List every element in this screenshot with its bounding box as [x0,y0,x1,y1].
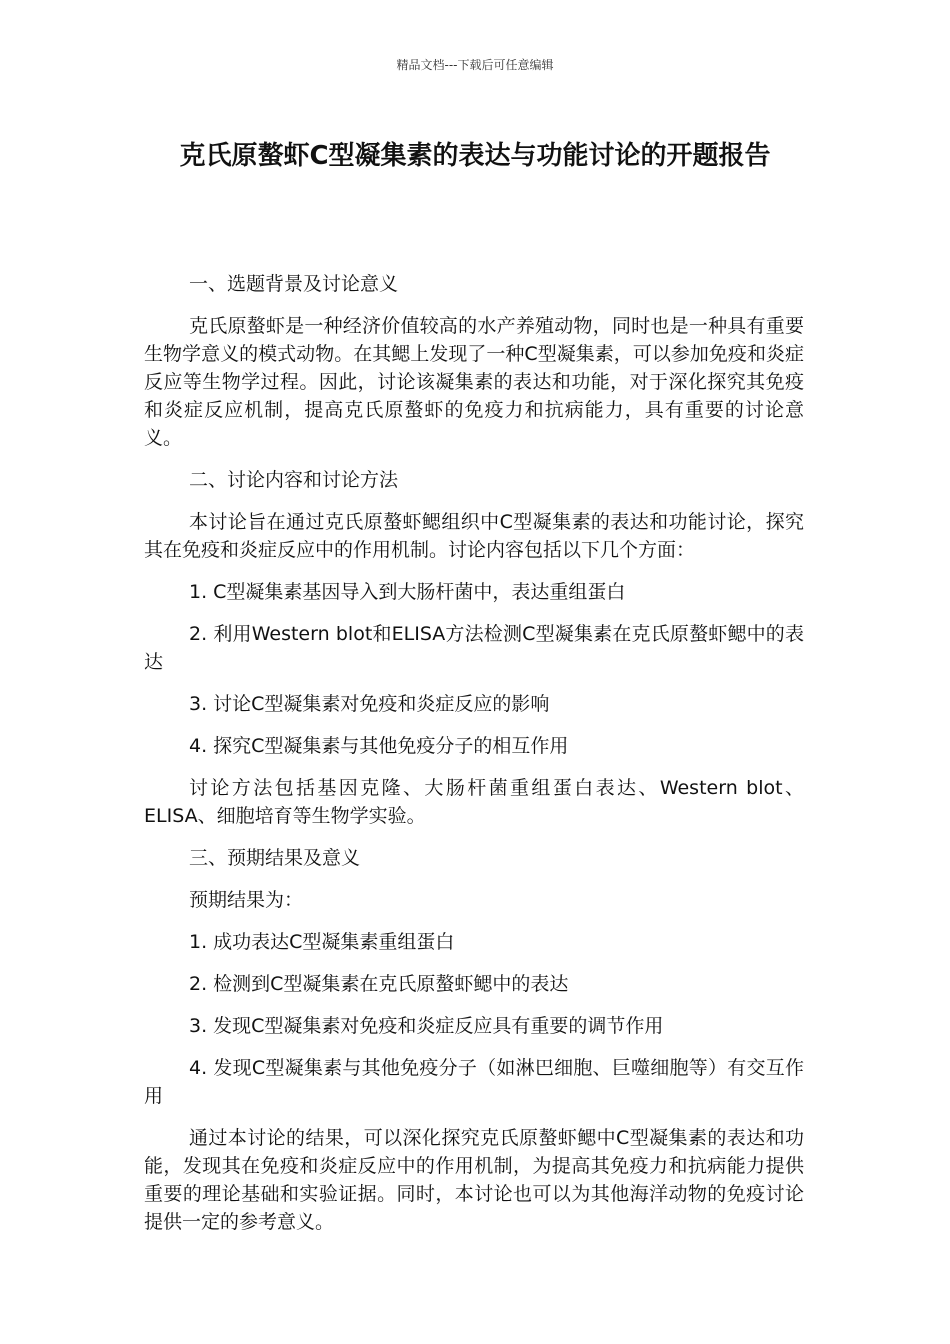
list-item-result-1: 1. 成功表达C型凝集素重组蛋白 [189,931,455,953]
list-item-content-1: 1. C型凝集素基因导入到大肠杆菌中，表达重组蛋白 [189,581,626,603]
list-item-content-3: 3. 讨论C型凝集素对免疫和炎症反应的影响 [189,693,550,715]
section-heading-background: 一、选题背景及讨论意义 [189,273,399,295]
header-note: 精品文档---下载后可任意编辑 [396,58,554,72]
paragraph-background: 克氏原螯虾是一种经济价值较高的水产养殖动物，同时也是一种具有重要生物学意义的模式动物。在其鳃上发现了一种C型凝集素，可以参加免疫和炎症反应等生物学过程。因此，讨论该凝集素的表达和功能，对于深化探究其免疫和炎症反应机制，提高克氏原螯虾的免疫力和抗病能力，具有重要的讨论意义。 [144,315,804,449]
list-item-result-3: 3. 发现C型凝集素对免疫和炎症反应具有重要的调节作用 [189,1015,664,1037]
list-item-content-4: 4. 探究C型凝集素与其他免疫分子的相互作用 [189,735,569,757]
paragraph-methods: 讨论方法包括基因克隆、大肠杆菌重组蛋白表达、Western blot、ELISA、细胞培育等生物学实验。 [144,777,804,827]
list-item-result-4: 4. 发现C型凝集素与其他免疫分子（如淋巴细胞、巨噬细胞等）有交互作用 [144,1057,804,1107]
document-body [144,270,804,1250]
list-item-result-2: 2. 检测到C型凝集素在克氏原螯虾鳃中的表达 [189,973,569,995]
paragraph-conclusion: 通过本讨论的结果，可以深化探究克氏原螯虾鳃中C型凝集素的表达和功能，发现其在免疫和炎症反应中的作用机制，为提高其免疫力和抗病能力提供重要的理论基础和实验证据。同时，本讨论也可以为其他海洋动物的免疫讨论提供一定的参考意义。 [144,1127,804,1233]
paragraph-content-intro: 本讨论旨在通过克氏原螯虾鳃组织中C型凝集素的表达和功能讨论，探究其在免疫和炎症反应中的作用机制。讨论内容包括以下几个方面： [144,511,804,561]
paragraph-results-intro: 预期结果为： [189,889,304,911]
section-heading-content-methods: 二、讨论内容和讨论方法 [189,469,399,491]
document-title: 克氏原螯虾C型凝集素的表达与功能讨论的开题报告 [179,141,771,171]
section-heading-results: 三、预期结果及意义 [189,847,361,869]
list-item-content-2: 2. 利用Western blot和ELISA方法检测C型凝集素在克氏原螯虾鳃中的表达 [144,623,804,673]
